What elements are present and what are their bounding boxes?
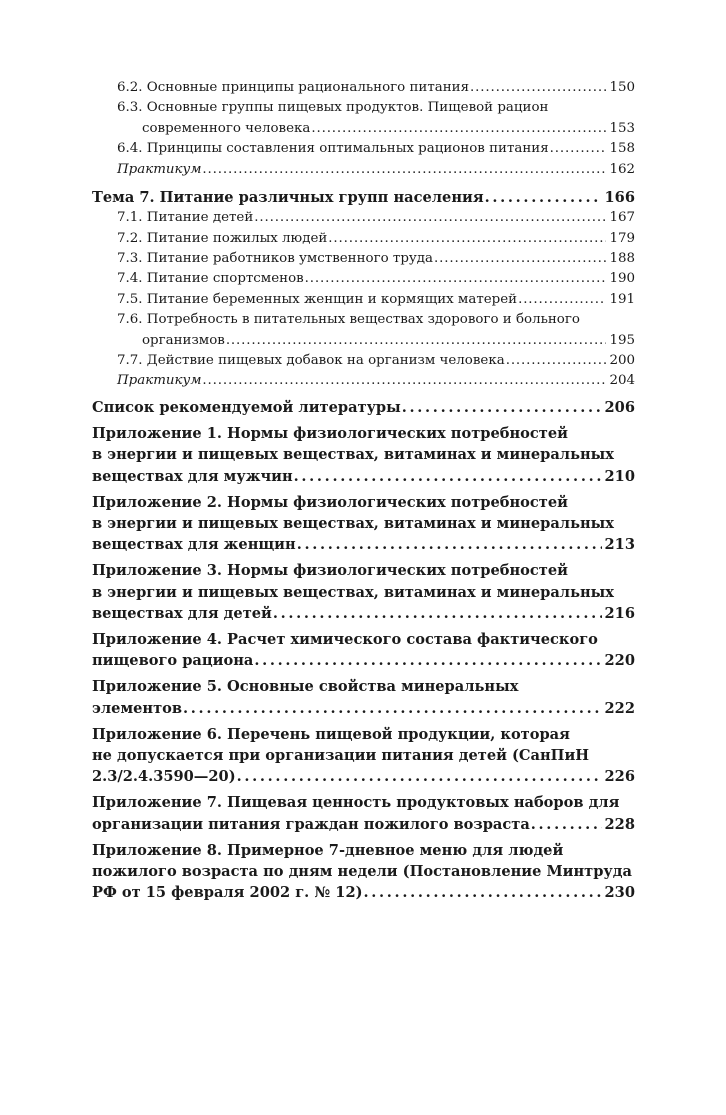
toc-page-number: 166 [604,189,635,207]
toc-line [92,187,635,208]
toc-chapter-title-cont: не допускается при организации питания детей (СанПиН [92,746,590,764]
dot-leader [434,249,606,269]
dot-leader [328,229,606,249]
toc-line [92,534,635,555]
toc-line [92,466,635,487]
toc-line [92,698,635,719]
toc-line [92,492,635,513]
toc-chapter-title: Приложение 6. Перечень пищевой продукции, которая [92,725,570,743]
dot-leader [364,882,602,903]
toc-page-number: 213 [604,536,635,554]
toc-entry-title: 7.7. Действие пищевых добавок на организм человека [117,353,505,369]
dot-leader [294,466,602,487]
toc-entry-appendix-1[interactable] [92,423,635,487]
toc-page-number: 162 [609,161,635,177]
toc-chapter-title-cont: в энергии и пищевых веществах, витаминах и минеральных [92,514,614,532]
toc-chapter-title: Список рекомендуемой литературы [92,398,401,416]
toc-line [117,351,635,371]
toc-line [117,78,635,98]
dot-leader [273,603,602,624]
toc-chapter-title-cont: 2.3/2.4.3590—20) [92,768,236,786]
toc-chapter-title-cont: веществах для мужчин [92,467,293,485]
toc-line [92,397,635,418]
toc-entry-title: 6.3. Основные группы пищевых продуктов. Пищевой рацион [117,100,549,116]
toc-entry-title: 7.3. Питание работников умственного труда [117,251,433,267]
dot-leader [402,397,602,418]
toc-page-number: 216 [604,604,635,622]
toc-entry-6-2[interactable] [117,78,635,98]
toc-line [92,650,635,671]
toc-chapter-title-cont: пожилого возраста по дням недели (Постановление Минтруда [92,862,632,880]
dot-leader [506,351,607,371]
dot-leader [531,814,602,835]
toc-entry-title: 7.2. Питание пожилых людей [117,230,328,246]
toc-line [117,160,635,180]
toc-entry-practicum-7[interactable] [117,371,635,391]
toc-page-number: 220 [604,652,635,670]
toc-line [92,792,635,813]
dot-leader [305,269,607,289]
toc-line [117,119,635,139]
toc-page-number: 210 [604,467,635,485]
toc-page-number: 228 [604,815,635,833]
toc-entry-title: Практикум [117,373,202,389]
toc-line [92,423,635,444]
toc-entry-title-cont: современного человека [142,120,311,136]
toc-chapter-title-cont: в энергии и пищевых веществах, витаминах и минеральных [92,446,614,464]
toc-line [117,371,635,391]
dot-leader [237,766,602,787]
toc-line [92,814,635,835]
toc-page-number: 190 [609,271,635,287]
toc-entry-appendix-8[interactable] [92,840,635,904]
toc-chapter-title: Приложение 7. Пищевая ценность продуктовых наборов для [92,794,620,812]
toc-line [92,766,635,787]
toc-page-number: 191 [609,291,635,307]
toc-entry-literature[interactable] [92,397,635,418]
dot-leader [183,698,602,719]
toc-chapter-title: Тема 7. Питание различных групп населения [92,189,484,207]
toc-entry-7-1[interactable] [117,208,635,228]
toc-entry-practicum-6[interactable] [117,160,635,180]
dot-leader [202,371,606,391]
toc-line [92,724,635,745]
toc-entry-theme-7[interactable] [92,187,635,208]
toc-line [92,513,635,534]
toc-line [92,603,635,624]
toc-line [117,98,635,118]
toc-entry-7-4[interactable] [117,269,635,289]
toc-entry-title: 6.4. Принципы составления оптимальных рационов питания [117,141,549,157]
toc-line [117,269,635,289]
toc-line [117,208,635,228]
toc-line [117,310,635,330]
toc-line [92,882,635,903]
toc-entry-7-5[interactable] [117,290,635,310]
toc-chapter-title: Приложение 2. Нормы физиологических потребностей [92,493,568,511]
toc-chapter-title-cont: организации питания граждан пожилого возраста [92,815,530,833]
toc-entry-appendix-3[interactable] [92,560,635,624]
dot-leader [254,650,601,671]
toc-line [92,676,635,697]
dot-leader [297,534,602,555]
toc-line [117,139,635,159]
dot-leader [470,78,606,98]
toc-line [117,229,635,249]
dot-leader [226,331,607,351]
toc-entry-appendix-7[interactable] [92,792,635,834]
toc-page-number: 204 [609,373,635,389]
toc-entry-title: 7.5. Питание беременных женщин и кормящих матерей [117,291,518,307]
toc-page-number: 188 [609,251,635,267]
toc-line [92,745,635,766]
toc-page-number: 195 [609,332,635,348]
dot-leader [311,119,606,139]
toc-chapter-title: Приложение 1. Нормы физиологических потребностей [92,425,568,443]
dot-leader [254,208,606,228]
toc-entry-title: 7.1. Питание детей [117,210,254,226]
dot-leader [518,290,606,310]
toc-line [92,629,635,650]
dot-leader [550,139,607,159]
toc-page-number: 222 [604,699,635,717]
toc-entry-appendix-6[interactable] [92,724,635,788]
toc-page-number: 179 [609,230,635,246]
toc-page-number: 226 [604,768,635,786]
toc-line [92,861,635,882]
toc-chapter-title-cont: веществах для детей [92,604,272,622]
toc-chapter-title-cont: в энергии и пищевых веществах, витаминах и минеральных [92,583,614,601]
toc-entry-title-cont: организмов [142,332,225,348]
toc-chapter-title: Приложение 3. Нормы физиологических потребностей [92,562,568,580]
table-of-contents [92,78,635,903]
toc-entry-appendix-2[interactable] [92,492,635,556]
dot-leader [485,187,602,208]
toc-entry-title: 7.4. Питание спортсменов [117,271,304,287]
toc-line [117,290,635,310]
toc-line [117,249,635,269]
toc-line [92,560,635,581]
toc-entry-7-3[interactable] [117,249,635,269]
toc-line [92,840,635,861]
toc-entry-6-4[interactable] [117,139,635,159]
toc-entry-appendix-5[interactable] [92,676,635,718]
toc-chapter-title: Приложение 8. Примерное 7-дневное меню для людей [92,841,564,859]
toc-entry-6-3[interactable] [117,98,635,139]
toc-page-number: 167 [609,210,635,226]
toc-line [92,582,635,603]
toc-page-number: 158 [609,141,635,157]
toc-page-number: 230 [604,884,635,902]
toc-page-number: 200 [609,353,635,369]
toc-entry-7-7[interactable] [117,351,635,371]
toc-entry-title: 6.2. Основные принципы рационального питания [117,80,470,95]
toc-chapter-title: Приложение 4. Расчет химического состава фактического [92,630,598,648]
toc-line [117,331,635,351]
toc-chapter-title: Приложение 5. Основные свойства минеральных [92,678,519,696]
toc-line [92,444,635,465]
toc-page-number: 150 [609,80,635,95]
toc-chapter-title-cont: РФ от 15 февраля 2002 г. № 12) [92,884,363,902]
toc-entry-appendix-4[interactable] [92,629,635,671]
toc-chapter-title-cont: элементов [92,699,183,717]
toc-chapter-title-cont: пищевого рациона [92,652,254,670]
dot-leader [202,160,606,180]
toc-entry-title: 7.6. Потребность в питательных веществах здорового и больного [117,312,580,328]
toc-chapter-title-cont: веществах для женщин [92,536,296,554]
toc-entry-title: Практикум [117,161,202,177]
toc-entry-7-6[interactable] [117,310,635,351]
toc-entry-7-2[interactable] [117,229,635,249]
toc-page-number: 206 [604,398,635,416]
toc-page-number: 153 [609,120,635,136]
